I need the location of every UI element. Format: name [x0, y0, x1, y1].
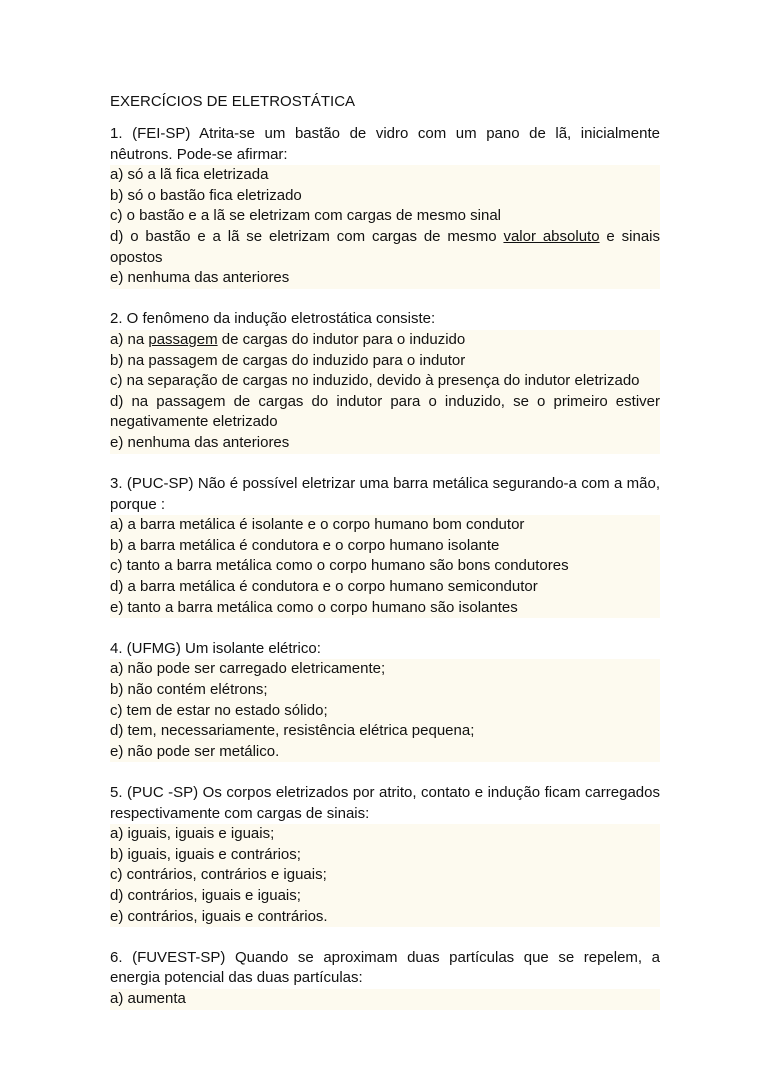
option-a: a) não pode ser carregado eletricamente;: [110, 660, 386, 678]
options-block: [110, 330, 660, 454]
underlined-term: passagem: [148, 330, 218, 348]
options-block: [110, 659, 660, 762]
question-stem: 3. (PUC-SP) Não é possível eletrizar uma barra metálica segurando-a com a mão, porque :: [110, 475, 660, 513]
question-1: [110, 124, 660, 289]
option-a: a) a barra metálica é isolante e o corpo humano bom condutor: [110, 516, 525, 534]
option-e: e) nenhuma das anteriores: [110, 433, 290, 451]
option-e: e) nenhuma das anteriores: [110, 269, 290, 287]
option-d: d) contrários, iguais e iguais;: [110, 886, 301, 904]
options-block: [110, 989, 660, 1010]
option-a: a) iguais, iguais e iguais;: [110, 825, 275, 843]
option-d-text: d) o bastão e a lã se eletrizam com cargas de mesmo: [110, 227, 504, 245]
option-e: e) tanto a barra metálica como o corpo humano são isolantes: [110, 598, 518, 616]
option-b: b) só o bastão fica eletrizado: [110, 186, 302, 204]
option-c: c) contrários, contrários e iguais;: [110, 866, 327, 884]
question-stem: 2. O fenômeno da indução eletrostática consiste:: [110, 310, 436, 328]
option-a-text: a) na: [110, 330, 149, 348]
question-stem: 6. (FUVEST-SP) Quando se aproximam duas partículas que se repelem, a energia potencial das duas partículas:: [110, 948, 660, 987]
question-2: [110, 309, 660, 453]
options-block: [110, 515, 660, 618]
options-block: [110, 824, 660, 927]
question-4: [110, 639, 660, 763]
question-stem: 5. (PUC -SP) Os corpos eletrizados por atrito, contato e indução ficam carregados respectivamente com cargas de sinais:: [110, 784, 660, 822]
option-d: d) a barra metálica é condutora e o corpo humano semicondutor: [110, 578, 538, 596]
option-c: c) o bastão e a lã se eletrizam com cargas de mesmo sinal: [110, 207, 502, 225]
option-a: a) aumenta: [110, 989, 186, 1007]
document-title: EXERCÍCIOS DE ELETROSTÁTICA: [110, 93, 356, 110]
option-a: [110, 330, 660, 351]
option-e: e) contrários, iguais e contrários.: [110, 907, 328, 925]
option-d-text-end: e sinais opostos: [110, 227, 660, 266]
option-c: c) tem de estar no estado sólido;: [110, 701, 328, 719]
question-stem: 1. (FEI-SP) Atrita-se um bastão de vidro com um pano de lã, inicialmente nêutrons. Pode-se afirmar:: [110, 125, 660, 163]
question-3: [110, 474, 660, 618]
question-stem: 4. (UFMG) Um isolante elétrico:: [110, 639, 321, 657]
option-b: b) não contém elétrons;: [110, 681, 268, 699]
options-block: [110, 165, 660, 289]
option-a: a) só a lã fica eletrizada: [110, 166, 269, 184]
option-d: d) tem, necessariamente, resistência elétrica pequena;: [110, 722, 475, 740]
option-d: [110, 227, 660, 268]
option-b: b) na passagem de cargas do induzido para o indutor: [110, 351, 466, 369]
option-e: e) não pode ser metálico.: [110, 742, 280, 760]
option-c: c) na separação de cargas no induzido, devido à presença do indutor eletrizado: [110, 372, 640, 390]
question-5: [110, 783, 660, 927]
option-c: c) tanto a barra metálica como o corpo humano são bons condutores: [110, 557, 569, 575]
option-d: d) na passagem de cargas do indutor para o induzido, se o primeiro estiver negativamente eletrizado: [110, 392, 660, 431]
option-b: b) a barra metálica é condutora e o corpo humano isolante: [110, 536, 500, 554]
underlined-term: valor absoluto: [503, 227, 600, 245]
option-b: b) iguais, iguais e contrários;: [110, 845, 301, 863]
document-body: [110, 124, 660, 1030]
option-a-text-end: de cargas do indutor para o induzido: [217, 330, 466, 348]
question-6: [110, 948, 660, 1010]
